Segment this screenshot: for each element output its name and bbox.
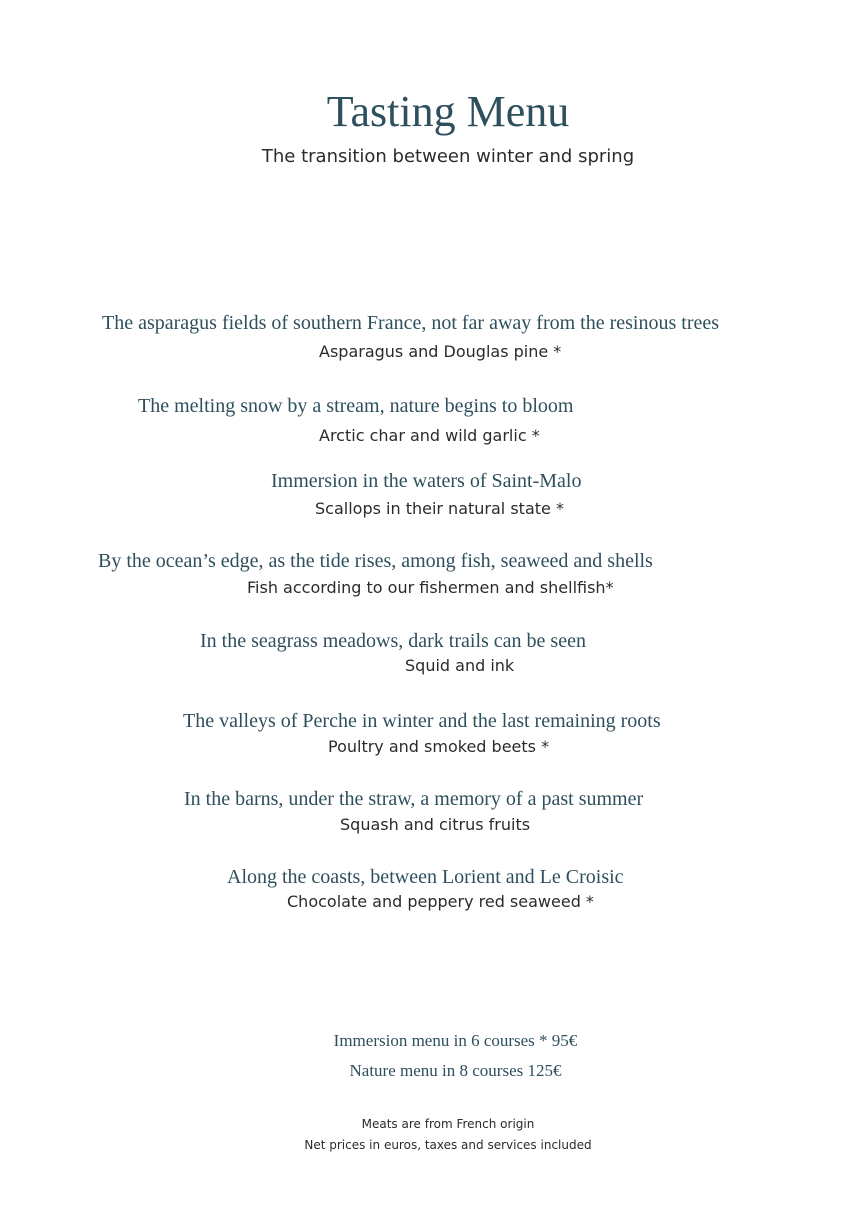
course-dish: Asparagus and Douglas pine * <box>319 342 562 361</box>
course-title: The asparagus fields of southern France, not far away from the resinous trees <box>102 312 720 334</box>
immersion-menu-price: Immersion menu in 6 courses * 95€ <box>333 1031 578 1050</box>
course-dish: Poultry and smoked beets * <box>328 737 550 756</box>
course-title: The melting snow by a stream, nature begins to bloom <box>138 395 574 417</box>
course-title: Immersion in the waters of Saint-Malo <box>271 470 582 492</box>
course-dish: Squash and citrus fruits <box>340 815 531 834</box>
course-dish: Fish according to our fishermen and shellfish* <box>247 578 614 597</box>
origin-note: Meats are from French origin <box>361 1117 535 1131</box>
page-title: Tasting Menu <box>326 87 570 136</box>
page-subtitle: The transition between winter and spring <box>261 146 635 167</box>
course-title: In the seagrass meadows, dark trails can be seen <box>200 630 586 652</box>
course-title: Along the coasts, between Lorient and Le Croisic <box>227 866 624 888</box>
price-note: Net prices in euros, taxes and services included <box>304 1138 592 1152</box>
course-dish: Chocolate and peppery red seaweed * <box>287 892 594 911</box>
course-title: The valleys of Perche in winter and the last remaining roots <box>183 710 661 732</box>
course-dish: Arctic char and wild garlic * <box>319 426 540 445</box>
course-title: In the barns, under the straw, a memory of a past summer <box>184 788 644 810</box>
nature-menu-price: Nature menu in 8 courses 125€ <box>349 1061 562 1080</box>
course-dish: Squid and ink <box>405 656 515 675</box>
course-title: By the ocean’s edge, as the tide rises, among fish, seaweed and shells <box>98 550 653 572</box>
course-dish: Scallops in their natural state * <box>315 499 564 518</box>
